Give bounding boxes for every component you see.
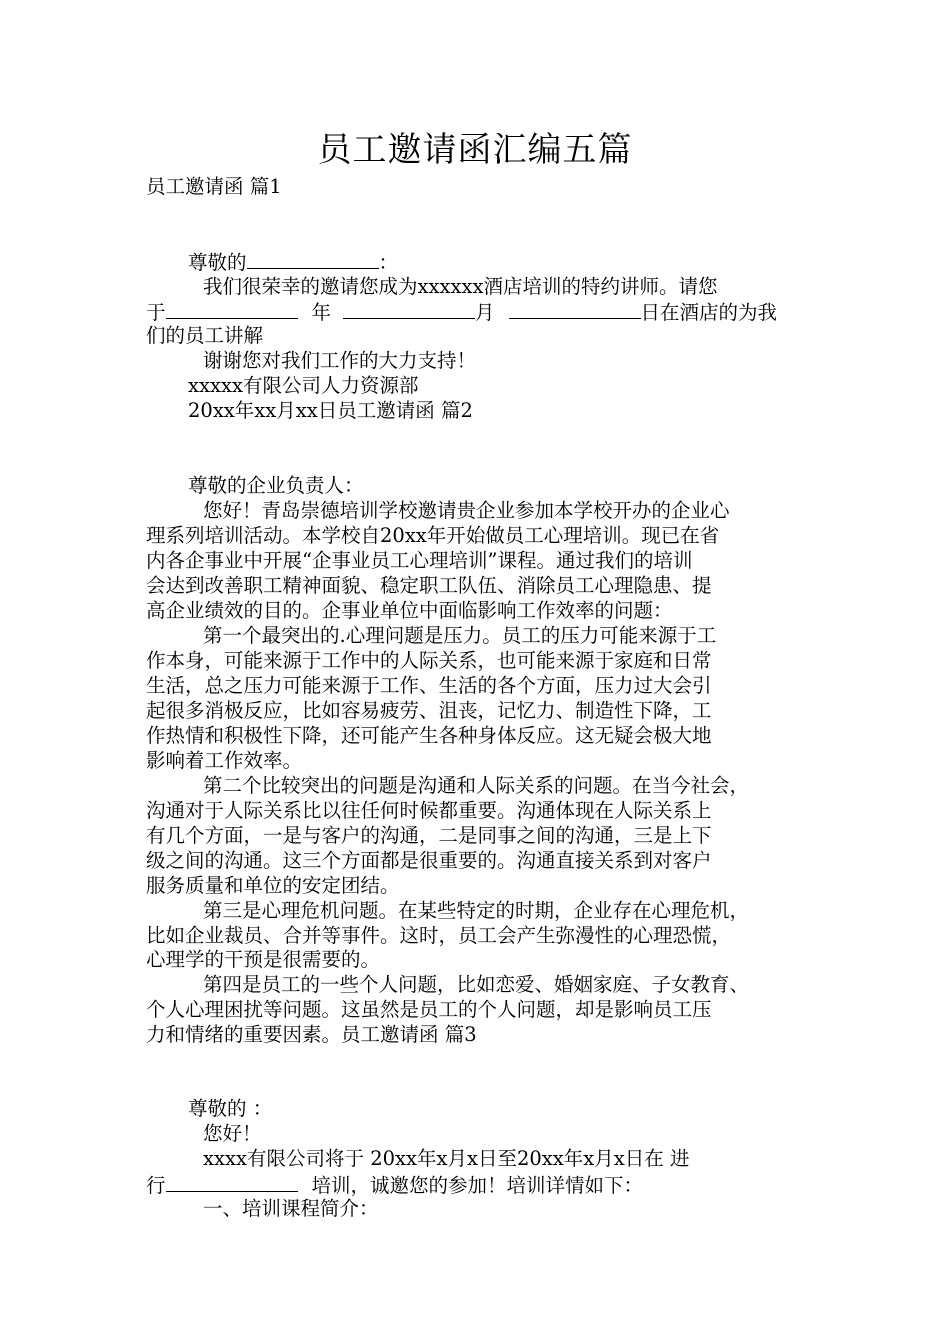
paragraph-line: xxxx有限公司将于 20xx年x月x日至20xx年x月x日在 进: [203, 1147, 690, 1170]
greeting-line: 尊敬的企业负责人：: [188, 474, 364, 497]
section-heading: 一、培训课程简介：: [203, 1197, 379, 1220]
fill-blank: [343, 298, 475, 319]
paragraph-line: 您好！: [203, 1122, 262, 1145]
paragraph-line: 起很多消极反应，比如容易疲劳、沮丧，记忆力、制造性下降，工: [146, 699, 712, 722]
paragraph-line: 内各企事业中开展“企事业员工心理培训”课程。通过我们的培训: [146, 549, 693, 572]
paragraph-line: 服务质量和单位的安定团结。: [146, 874, 400, 897]
paragraph-line: 第三是心理危机问题。在某些特定的时期，企业存在心理危机，: [203, 899, 750, 922]
paragraph-line: 个人心理困扰等问题。这虽然是员工的个人问题，却是影响员工压: [146, 998, 712, 1021]
paragraph-line: [146, 298, 777, 326]
text-segment: 行: [146, 1174, 166, 1197]
fill-blank: [166, 1171, 298, 1192]
text-segment: 培训，诚邀您的参加！培训详情如下：: [311, 1174, 644, 1197]
paragraph-line: 第一个最突出的.心理问题是压力。员工的压力可能来源于工: [203, 624, 717, 647]
signature-line: xxxxx有限公司人力资源部: [188, 374, 419, 397]
paragraph-line: 高企业绩效的目的。企事业单位中面临影响工作效率的问题：: [146, 599, 673, 622]
date-line: 20xx年xx月xx日员工邀请函 篇2: [188, 399, 473, 422]
text-segment: 日在酒店的为我: [640, 301, 778, 324]
paragraph-line: 作热情和积极性下降，还可能产生各种身体反应。这无疑会极大地: [146, 724, 712, 747]
paragraph-line: 谢谢您对我们工作的大力支持！: [203, 349, 477, 372]
section-heading: 员工邀请函 篇1: [146, 175, 282, 198]
greeting-suffix: ：: [378, 251, 399, 274]
paragraph-line: 作本身，可能来源于工作中的人际关系，也可能来源于家庭和日常: [146, 649, 712, 672]
paragraph-line: 第四是员工的一些个人问题，比如恋爱、婚姻家庭、子女教育、: [203, 973, 750, 996]
greeting-prefix: 尊敬的: [188, 251, 247, 274]
fill-blank: [166, 298, 298, 319]
paragraph-line: 您好！青岛崇德培训学校邀请贵企业参加本学校开办的企业心: [203, 499, 730, 522]
paragraph-line: [146, 1171, 643, 1199]
text-segment: 月: [475, 301, 495, 324]
paragraph-line: 影响着工作效率。: [146, 749, 303, 772]
fill-blank: [247, 248, 379, 269]
text-segment: 于: [146, 301, 166, 324]
greeting-line: 尊敬的 ：: [188, 1097, 273, 1120]
paragraph-line: 们的员工讲解: [146, 324, 264, 347]
paragraph-line: 沟通对于人际关系比以往任何时候都重要。沟通体现在人际关系上: [146, 799, 712, 822]
paragraph-line: 生活，总之压力可能来源于工作、生活的各个方面，压力过大会引: [146, 674, 712, 697]
greeting-line: [188, 248, 398, 276]
paragraph-line: 第二个比较突出的问题是沟通和人际关系的问题。在当今社会，: [203, 774, 750, 797]
paragraph-line: 有几个方面，一是与客户的沟通，二是同事之间的沟通，三是上下: [146, 824, 712, 847]
fill-blank: [509, 298, 641, 319]
text-segment: 年: [311, 301, 332, 324]
paragraph-line: 我们很荣幸的邀请您成为xxxxxx酒店培训的特约讲师。请您: [203, 275, 718, 298]
paragraph-line: 力和情绪的重要因素。员工邀请函 篇3: [146, 1023, 477, 1046]
paragraph-line: 心理学的干预是很需要的。: [146, 948, 381, 971]
paragraph-line: 比如企业裁员、合并等事件。这时，员工会产生弥漫性的心理恐慌，: [146, 924, 732, 947]
document-title: 员工邀请函汇编五篇: [317, 130, 633, 170]
paragraph-line: 级之间的沟通。这三个方面都是很重要的。沟通直接关系到对客户: [146, 849, 712, 872]
paragraph-line: 会达到改善职工精神面貌、稳定职工队伍、消除员工心理隐患、提: [146, 574, 712, 597]
paragraph-line: 理系列培训活动。本学校自20xx年开始做员工心理培训。现已在省: [146, 524, 720, 547]
